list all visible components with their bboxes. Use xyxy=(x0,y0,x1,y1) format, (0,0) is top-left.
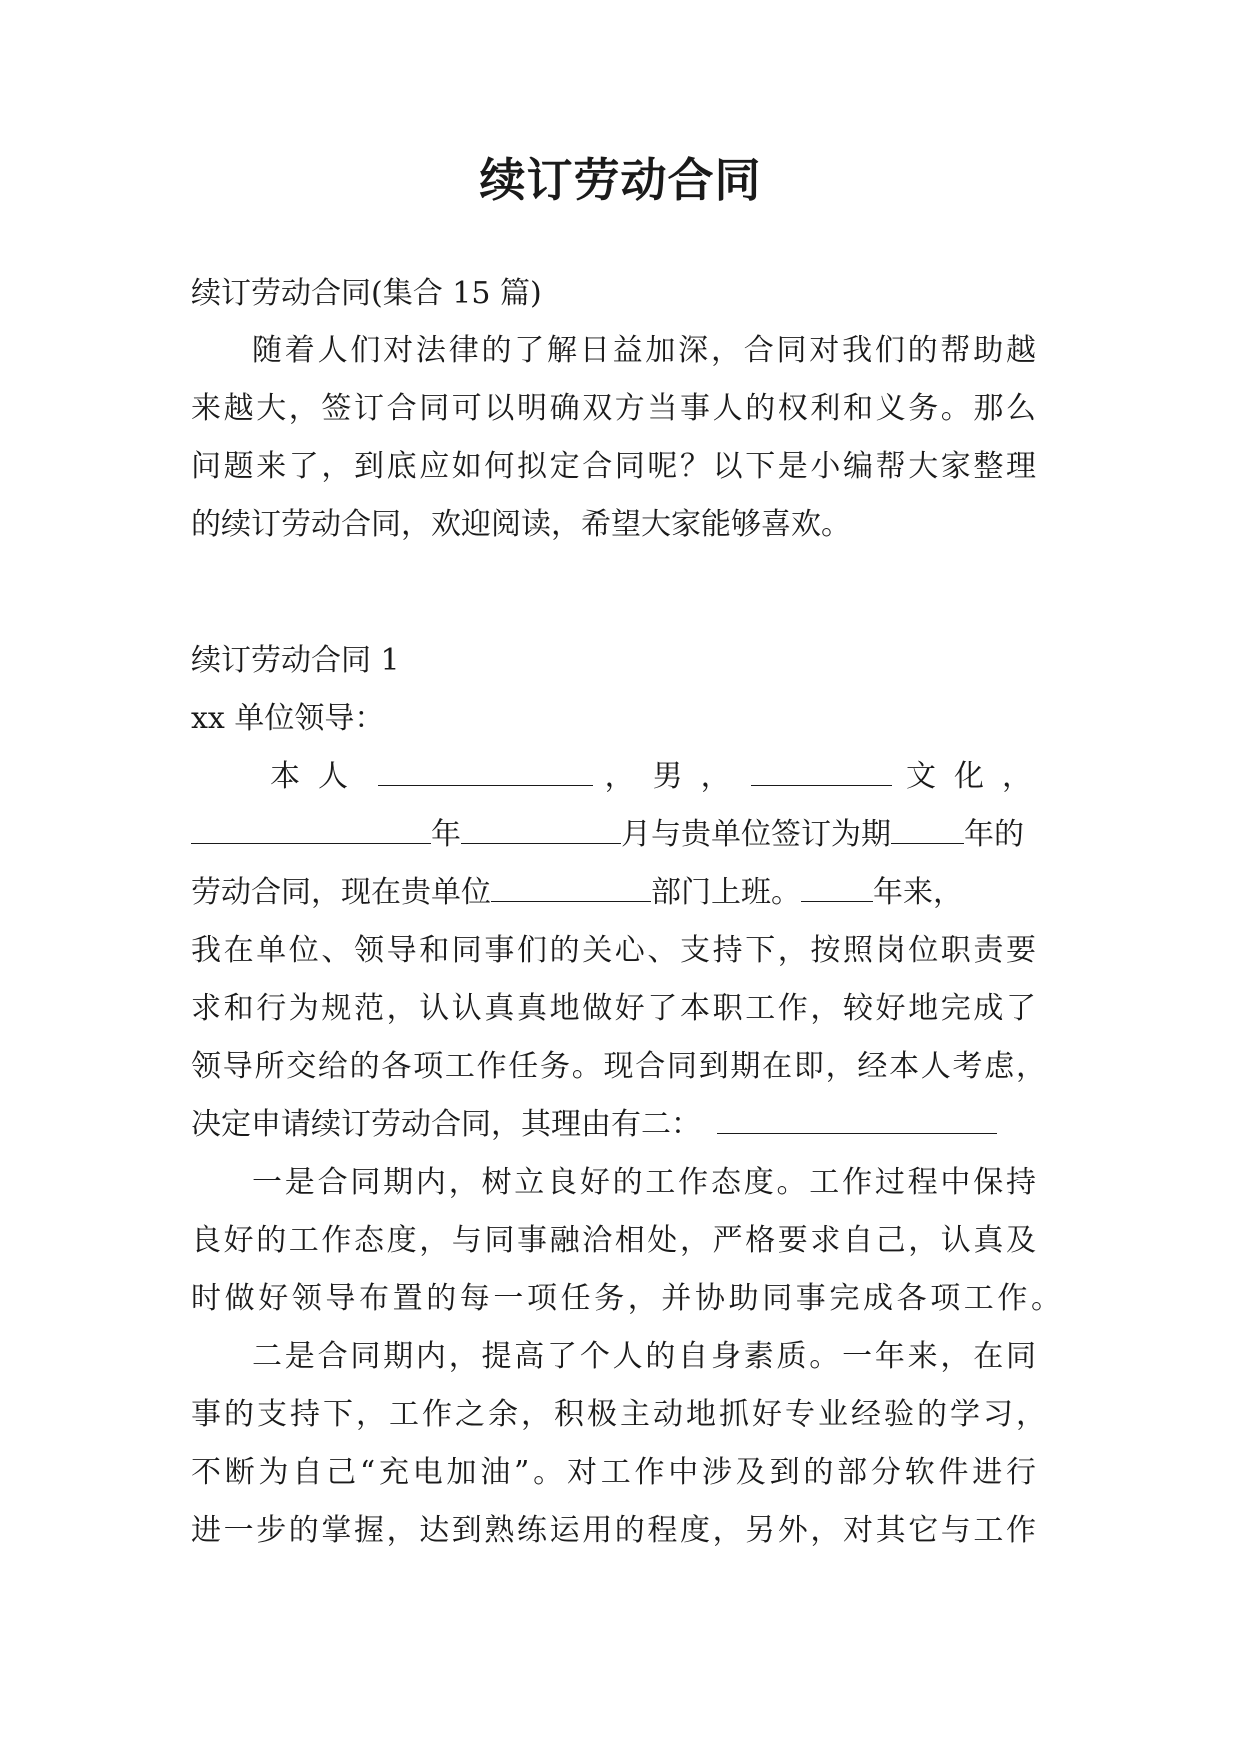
year-blank xyxy=(191,813,431,844)
reason-line: 良好的工作态度，与同事融洽相处，严格要求自己，认真及 xyxy=(191,1223,1036,1258)
letter-text: 年来， xyxy=(873,875,963,910)
letter-line: 求和行为规范，认认真真地做好了本职工作，较好地完成了 xyxy=(191,991,1036,1026)
letter-text: 部门上班。 xyxy=(651,875,801,910)
letter-text: 月与贵单位签订为期 xyxy=(621,817,891,852)
letter-line: 领导所交给的各项工作任务。现合同到期在即，经本人考虑， xyxy=(191,1049,1046,1084)
letter-line-3 xyxy=(191,864,1061,922)
month-blank xyxy=(461,813,621,844)
collection-subtitle: 续订劳动合同(集合 15 篇) xyxy=(191,276,542,311)
letter-line-1 xyxy=(270,748,1050,806)
letter-line: 我在单位、领导和同事们的关心、支持下，按照岗位职责要 xyxy=(191,933,1036,968)
years-blank xyxy=(801,871,873,902)
letter-line-7 xyxy=(191,1096,1061,1154)
name-blank xyxy=(378,755,593,786)
salutation: xx 单位领导： xyxy=(191,701,385,736)
letter-text: 决定申请续订劳动合同，其理由有二： xyxy=(191,1107,701,1142)
intro-line: 随着人们对法律的了解日益加深，合同对我们的帮助越 xyxy=(252,333,1036,368)
intro-line: 来越大，签订合同可以明确双方当事人的权利和义务。那么 xyxy=(191,391,1036,426)
letter-text: 年的 xyxy=(964,817,1024,852)
document-title: 续订劳动合同 xyxy=(479,153,762,207)
reason-line: 时做好领导布置的每一项任务，并协助同事完成各项工作。 xyxy=(191,1281,1061,1316)
letter-text: 文化， xyxy=(906,759,1050,794)
trailing-blank xyxy=(717,1103,997,1134)
letter-line-2 xyxy=(191,806,1061,864)
term-blank xyxy=(891,813,964,844)
reason-line: 二是合同期内，提高了个人的自身素质。一年来，在同 xyxy=(252,1339,1036,1374)
reason-line: 事的支持下，工作之余，积极主动地抓好专业经验的学习， xyxy=(191,1397,1046,1432)
section-heading: 续订劳动合同 1 xyxy=(191,643,400,678)
intro-line: 问题来了，到底应如何拟定合同呢？以下是小编帮大家整理 xyxy=(191,449,1036,484)
reason-line: 不断为自己“充电加油”。对工作中涉及到的部分软件进行 xyxy=(191,1455,1036,1490)
intro-line: 的续订劳动合同，欢迎阅读，希望大家能够喜欢。 xyxy=(191,507,851,542)
reason-line: 一是合同期内，树立良好的工作态度。工作过程中保持 xyxy=(252,1165,1036,1200)
letter-text: 年 xyxy=(431,817,461,852)
department-blank xyxy=(491,871,651,902)
education-blank xyxy=(751,755,892,786)
letter-text: ，男， xyxy=(604,759,749,794)
letter-text: 劳动合同，现在贵单位 xyxy=(191,875,491,910)
letter-text: 本人 xyxy=(270,759,366,794)
reason-line: 进一步的掌握，达到熟练运用的程度，另外，对其它与工作 xyxy=(191,1513,1036,1548)
